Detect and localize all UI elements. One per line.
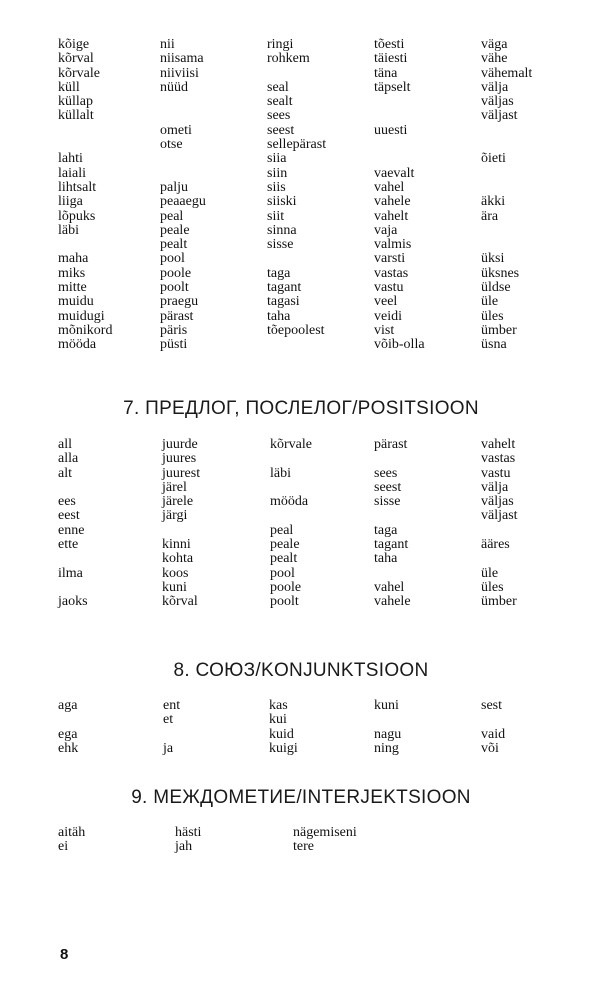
section-7-column-2: [162, 438, 200, 610]
word-entry: [374, 138, 425, 152]
word-entry: nagu: [374, 726, 402, 742]
word-entry: järele: [162, 494, 194, 510]
word-entry: küllalt: [58, 108, 94, 124]
word-entry: üle: [481, 565, 499, 581]
word-entry: alt: [58, 465, 72, 481]
word-entry: vahel: [374, 179, 405, 195]
section-8-column-1: [58, 699, 78, 756]
word-entry: vahelt: [481, 437, 516, 452]
word-entry: alla: [58, 451, 79, 467]
word-entry: poole: [270, 579, 302, 595]
section-7-heading: 7. ПРЕДЛОГ, ПОСЛЕЛОГ/POSITSIOON: [123, 398, 479, 419]
word-entry: niisama: [160, 51, 204, 67]
word-entry: [160, 152, 206, 166]
word-entry: sest: [481, 698, 502, 713]
word-entry: veel: [374, 294, 398, 310]
section-9-column-3: [293, 826, 357, 855]
word-entry: tagant: [267, 280, 302, 296]
word-entry: nüüd: [160, 79, 188, 95]
word-entry: [374, 95, 425, 109]
word-entry: lihtsalt: [58, 179, 97, 195]
word-entry: väljas: [481, 94, 514, 110]
word-entry: üksi: [481, 251, 505, 267]
adverb-column-4: [374, 38, 425, 353]
word-entry: väljas: [481, 494, 514, 510]
word-entry: seest: [374, 479, 402, 495]
word-entry: mitte: [58, 280, 87, 296]
word-entry: õieti: [481, 151, 506, 167]
word-entry: nii: [160, 37, 175, 52]
word-entry: vaja: [374, 222, 398, 238]
word-entry: ringi: [267, 37, 294, 52]
word-entry: [267, 67, 326, 81]
section-9-column-1: [58, 826, 85, 855]
word-entry: [58, 238, 112, 252]
word-entry: [481, 181, 532, 195]
word-entry: otse: [160, 137, 183, 153]
word-entry: kas: [269, 698, 288, 713]
word-entry: üksnes: [481, 265, 520, 281]
word-entry: maha: [58, 251, 89, 267]
word-entry: peale: [160, 222, 190, 238]
word-entry: pealt: [160, 237, 188, 253]
word-entry: vahelt: [374, 208, 409, 224]
word-entry: vahele: [374, 194, 411, 210]
page-number: 8: [60, 946, 69, 963]
word-entry: pool: [160, 251, 185, 267]
word-entry: vastu: [374, 280, 404, 296]
word-entry: seal: [267, 79, 289, 95]
word-entry: taha: [267, 308, 291, 324]
word-entry: aga: [58, 698, 78, 713]
word-entry: [58, 552, 88, 566]
word-entry: kuid: [269, 726, 294, 742]
section-8-column-2: [163, 699, 180, 756]
word-entry: koos: [162, 565, 189, 581]
word-entry: vahel: [374, 579, 405, 595]
word-entry: kuni: [374, 698, 399, 713]
adverb-column-1: [58, 38, 112, 353]
word-entry: küll: [58, 79, 80, 95]
word-entry: tõepoolest: [267, 322, 325, 338]
word-entry: uuesti: [374, 122, 408, 138]
word-entry: tõesti: [374, 37, 405, 52]
adverb-column-5: [481, 38, 532, 353]
word-entry: sees: [374, 465, 398, 481]
word-entry: siia: [267, 151, 287, 167]
word-entry: tagasi: [267, 294, 300, 310]
word-entry: poole: [160, 265, 192, 281]
adverb-column-2: [160, 38, 206, 353]
word-entry: lahti: [58, 151, 83, 167]
word-entry: täpselt: [374, 79, 411, 95]
word-entry: peal: [270, 522, 294, 538]
word-entry: sisse: [374, 494, 401, 510]
word-entry: [481, 224, 532, 238]
word-entry: ega: [58, 726, 78, 742]
word-entry: või: [481, 740, 499, 756]
word-entry: pärast: [160, 308, 194, 324]
word-entry: [58, 138, 112, 152]
word-entry: järel: [162, 479, 187, 495]
word-entry: kinni: [162, 537, 191, 553]
word-entry: vaevalt: [374, 165, 415, 181]
word-entry: vastas: [374, 265, 409, 281]
section-7-column-3: [270, 438, 312, 610]
word-entry: ette: [58, 537, 79, 553]
adverb-column-3: [267, 38, 326, 338]
word-entry: väljast: [481, 508, 518, 524]
word-entry: ehk: [58, 740, 79, 756]
word-entry: võib-olla: [374, 337, 425, 353]
word-entry: ääres: [481, 537, 510, 553]
section-9-heading: 9. МЕЖДОМЕТИЕ/INTERJEKTSIOON: [131, 787, 471, 808]
word-entry: vähe: [481, 51, 508, 67]
word-entry: ümber: [481, 322, 517, 338]
word-entry: sees: [267, 108, 291, 124]
word-entry: vastas: [481, 451, 516, 467]
word-entry: ei: [58, 839, 69, 855]
word-entry: ometi: [160, 122, 192, 138]
word-entry: ja: [163, 740, 174, 756]
word-entry: siin: [267, 165, 288, 181]
word-entry: välja: [481, 79, 509, 95]
word-entry: [481, 552, 518, 566]
word-entry: pool: [270, 565, 295, 581]
word-entry: mööda: [58, 337, 97, 353]
word-entry: [160, 109, 206, 123]
word-entry: [481, 524, 518, 538]
word-entry: pärast: [374, 437, 408, 452]
word-entry: valmis: [374, 237, 412, 253]
word-entry: tagant: [374, 537, 409, 553]
word-entry: veidi: [374, 308, 402, 324]
word-entry: kõrval: [162, 594, 198, 610]
word-entry: [58, 481, 88, 495]
word-entry: [270, 509, 312, 523]
word-entry: poolt: [270, 594, 299, 610]
word-entry: vahele: [374, 594, 411, 610]
word-entry: siis: [267, 179, 286, 195]
word-entry: mööda: [270, 494, 309, 510]
word-entry: jaoks: [58, 594, 88, 610]
word-entry: päris: [160, 322, 188, 338]
word-entry: välja: [481, 479, 509, 495]
word-entry: [481, 138, 532, 152]
word-entry: peale: [270, 537, 300, 553]
word-entry: järgi: [162, 508, 188, 524]
word-entry: äkki: [481, 194, 506, 210]
word-entry: sisse: [267, 237, 294, 253]
word-entry: juurest: [162, 465, 201, 481]
word-entry: kõrval: [58, 51, 94, 67]
word-entry: miks: [58, 265, 86, 281]
word-entry: praegu: [160, 294, 199, 310]
word-entry: üle: [481, 294, 499, 310]
word-entry: [374, 109, 425, 123]
word-entry: taga: [374, 522, 398, 538]
word-entry: [374, 713, 401, 727]
section-8-column-4: [374, 699, 401, 756]
section-7-column-4: [374, 438, 411, 610]
word-entry: [58, 713, 78, 727]
word-entry: kuni: [162, 579, 187, 595]
word-entry: püsti: [160, 337, 188, 353]
word-entry: kohta: [162, 551, 194, 567]
word-entry: palju: [160, 179, 188, 195]
word-entry: seest: [267, 122, 295, 138]
word-entry: ees: [58, 494, 76, 510]
word-entry: kõrvale: [58, 65, 100, 81]
word-entry: vaid: [481, 726, 506, 742]
word-entry: ilma: [58, 565, 83, 581]
word-entry: [270, 452, 312, 466]
word-entry: kõige: [58, 37, 90, 52]
word-entry: [374, 452, 411, 466]
word-entry: [160, 95, 206, 109]
word-entry: siiski: [267, 194, 297, 210]
word-entry: ära: [481, 208, 499, 224]
word-entry: üles: [481, 579, 504, 595]
word-entry: ent: [163, 698, 181, 713]
word-entry: mõnikord: [58, 322, 113, 338]
word-entry: [58, 581, 88, 595]
word-entry: kuigi: [269, 740, 298, 756]
word-entry: muidugi: [58, 308, 105, 324]
word-entry: all: [58, 437, 72, 452]
word-entry: täna: [374, 65, 398, 81]
word-entry: enne: [58, 522, 85, 538]
word-entry: jah: [175, 839, 193, 855]
section-8-column-5: [481, 699, 505, 756]
word-entry: tere: [293, 839, 314, 855]
word-entry: lõpuks: [58, 208, 96, 224]
word-entry: [160, 167, 206, 181]
section-9-column-2: [175, 826, 201, 855]
word-entry: peal: [160, 208, 184, 224]
word-entry: juures: [162, 451, 197, 467]
word-entry: [163, 728, 180, 742]
word-entry: [481, 713, 505, 727]
word-entry: [481, 124, 532, 138]
word-entry: taha: [374, 551, 398, 567]
word-entry: eest: [58, 508, 80, 524]
section-7-column-1: [58, 438, 88, 610]
word-entry: liiga: [58, 194, 83, 210]
word-entry: laiali: [58, 165, 86, 181]
word-entry: väga: [481, 37, 508, 52]
word-entry: läbi: [58, 222, 79, 238]
word-entry: sellepärast: [267, 137, 327, 153]
word-entry: vähemalt: [481, 65, 533, 81]
word-entry: ümber: [481, 594, 517, 610]
section-8-column-3: [269, 699, 298, 756]
word-entry: [270, 481, 312, 495]
section-8-heading: 8. СОЮЗ/KONJUNKTSIOON: [173, 660, 429, 681]
word-entry: [374, 152, 425, 166]
word-entry: siit: [267, 208, 285, 224]
word-entry: aitäh: [58, 825, 86, 840]
word-entry: [267, 252, 326, 266]
word-entry: vist: [374, 322, 395, 338]
word-entry: [58, 124, 112, 138]
word-entry: kõrvale: [270, 437, 312, 452]
word-entry: [374, 567, 411, 581]
word-entry: poolt: [160, 280, 189, 296]
word-entry: niiviisi: [160, 65, 199, 81]
word-entry: [374, 509, 411, 523]
word-entry: sinna: [267, 222, 297, 238]
word-entry: läbi: [270, 465, 291, 481]
word-entry: küllap: [58, 94, 93, 110]
word-entry: nägemiseni: [293, 825, 357, 840]
word-entry: sealt: [267, 94, 293, 110]
word-entry: üles: [481, 308, 504, 324]
word-entry: peaaegu: [160, 194, 206, 210]
word-entry: et: [163, 712, 174, 728]
word-entry: üldse: [481, 280, 511, 296]
word-entry: taga: [267, 265, 291, 281]
word-entry: muidu: [58, 294, 94, 310]
word-entry: [162, 524, 200, 538]
word-entry: rohkem: [267, 51, 310, 67]
word-entry: [481, 238, 532, 252]
word-entry: [481, 167, 532, 181]
word-entry: ning: [374, 740, 399, 756]
word-entry: juurde: [162, 437, 198, 452]
word-entry: varsti: [374, 251, 406, 267]
word-entry: üsna: [481, 337, 507, 353]
word-entry: täiesti: [374, 51, 408, 67]
word-entry: hästi: [175, 825, 202, 840]
word-entry: kui: [269, 712, 287, 728]
word-entry: pealt: [270, 551, 298, 567]
section-7-column-5: [481, 438, 518, 610]
word-entry: väljast: [481, 108, 518, 124]
word-entry: vastu: [481, 465, 511, 481]
